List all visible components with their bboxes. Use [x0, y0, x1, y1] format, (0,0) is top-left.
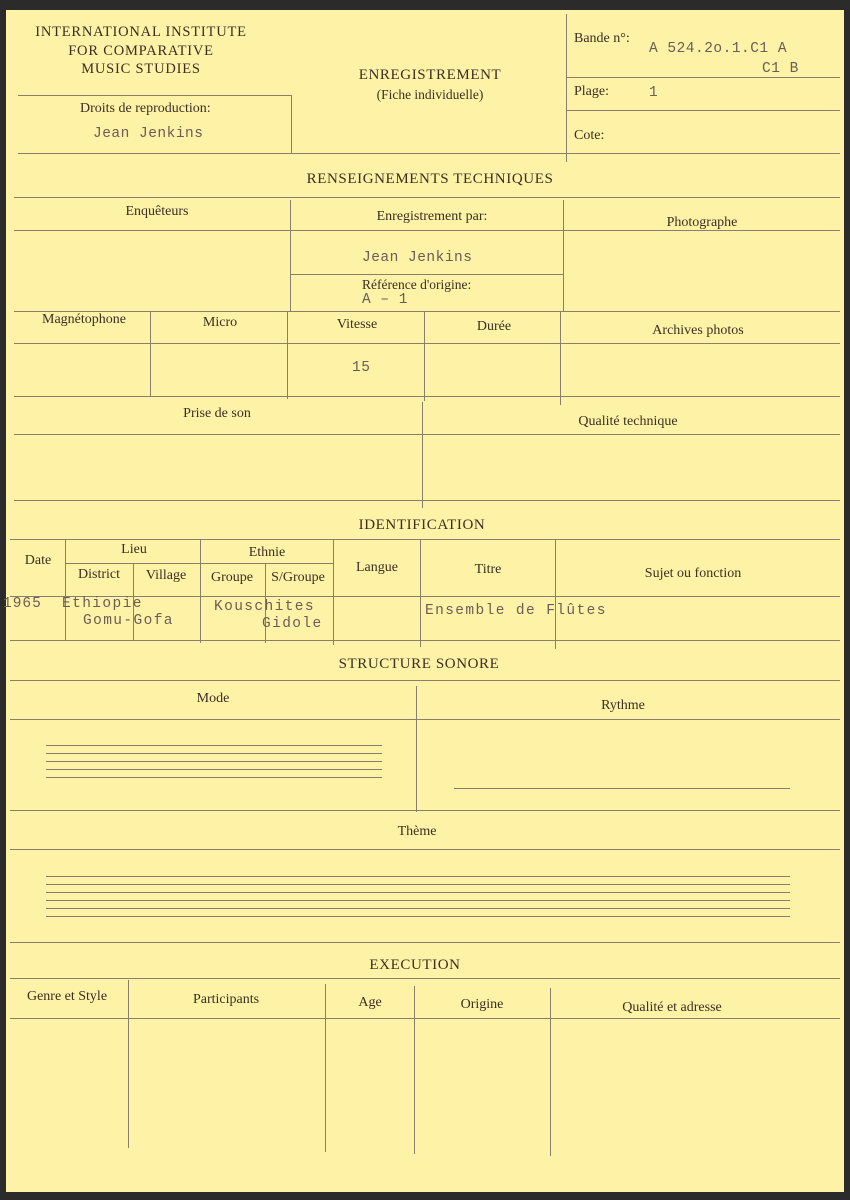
rights-value: Jean Jenkins	[93, 126, 204, 142]
mode-line	[46, 745, 382, 746]
mode-line	[46, 753, 382, 754]
enqueteurs-label: Enquêteurs	[125, 204, 189, 219]
date-value: 1965	[3, 596, 42, 612]
theme-line	[46, 884, 790, 885]
rule	[65, 539, 66, 641]
duree-label: Durée	[476, 319, 512, 334]
institute-line-1: INTERNATIONAL INSTITUTE	[35, 24, 247, 40]
rule	[420, 539, 421, 647]
rule	[10, 978, 840, 979]
sgroupe-label: S/Groupe	[271, 570, 325, 585]
rule	[290, 274, 563, 275]
rule	[566, 110, 840, 111]
sgroupe-value: Gidole	[262, 616, 323, 632]
district-label: District	[78, 567, 120, 582]
rule	[566, 14, 567, 162]
rule	[10, 680, 840, 681]
rule	[14, 343, 840, 344]
rule	[10, 810, 840, 811]
archives-photos-label: Archives photos	[652, 323, 744, 338]
form-subtitle: (Fiche individuelle)	[376, 87, 484, 102]
index-card	[3, 10, 844, 1192]
district-value: Ethiopie	[62, 596, 143, 612]
rule	[18, 153, 840, 154]
rule	[10, 942, 840, 943]
mode-line	[46, 777, 382, 778]
enregistrement-par-value: Jean Jenkins	[362, 250, 473, 266]
execution-section-title: EXECUTION	[369, 957, 461, 973]
rule	[65, 563, 333, 564]
rule	[14, 434, 840, 435]
rule	[566, 77, 840, 78]
theme-line	[46, 916, 790, 917]
rule	[291, 95, 292, 153]
groupe-value: Kouschites	[214, 599, 316, 615]
structure-section-title: STRUCTURE SONORE	[338, 656, 500, 672]
plage-label: Plage:	[574, 84, 609, 99]
rule	[14, 230, 840, 231]
prise-de-son-label: Prise de son	[183, 406, 251, 421]
theme-line	[46, 876, 790, 877]
genre-style-label: Genre et Style	[26, 989, 108, 1004]
groupe-label: Groupe	[211, 570, 253, 585]
cote-label: Cote:	[574, 128, 605, 143]
origine-label: Origine	[460, 997, 504, 1012]
rule	[14, 311, 840, 312]
rule	[333, 539, 334, 645]
reference-label: Référence d'origine:	[362, 277, 472, 292]
village-value: Gomu-Gofa	[83, 613, 174, 629]
rule	[10, 849, 840, 850]
rule	[416, 686, 417, 812]
qualite-technique-label: Qualité technique	[578, 414, 678, 429]
rule	[14, 197, 840, 198]
village-label: Village	[145, 568, 187, 583]
vitesse-value: 15	[352, 360, 371, 376]
rule	[325, 984, 326, 1152]
age-label: Age	[358, 995, 382, 1010]
rule	[550, 988, 551, 1156]
titre-value: Ensemble de Flûtes	[425, 603, 607, 619]
qualite-adresse-label: Qualité et adresse	[622, 1000, 722, 1015]
rule	[10, 719, 840, 720]
rythme-label: Rythme	[601, 698, 645, 713]
date-label: Date	[24, 553, 52, 568]
mode-line	[46, 761, 382, 762]
langue-label: Langue	[356, 560, 398, 575]
ethnie-label: Ethnie	[248, 545, 286, 560]
theme-line	[46, 908, 790, 909]
photographe-label: Photographe	[666, 215, 738, 230]
theme-line	[46, 900, 790, 901]
mode-label: Mode	[196, 691, 230, 706]
rule	[560, 311, 561, 405]
rule	[287, 311, 288, 399]
magnetophone-label: Magnétophone	[42, 312, 126, 327]
rule	[14, 396, 840, 397]
identification-section-title: IDENTIFICATION	[358, 517, 486, 533]
rule	[18, 95, 291, 96]
rule	[422, 402, 423, 508]
vitesse-label: Vitesse	[336, 317, 378, 332]
rule	[10, 539, 840, 540]
theme-label: Thème	[397, 824, 437, 839]
rule	[150, 311, 151, 396]
rule	[414, 986, 415, 1154]
mode-line	[46, 769, 382, 770]
rule	[128, 980, 129, 1148]
rule	[563, 200, 564, 311]
institute-line-3: MUSIC STUDIES	[81, 61, 201, 77]
reference-value: A – 1	[362, 292, 409, 308]
rule	[10, 640, 840, 641]
micro-label: Micro	[202, 315, 238, 330]
form-title: ENREGISTREMENT	[358, 67, 502, 83]
bande-label: Bande n°:	[574, 31, 630, 46]
titre-label: Titre	[474, 562, 502, 577]
enregistrement-par-label: Enregistrement par:	[376, 209, 488, 224]
rule	[200, 539, 201, 643]
rythme-line	[454, 788, 790, 789]
sujet-fonction-label: Sujet ou fonction	[644, 566, 742, 581]
participants-label: Participants	[192, 992, 260, 1007]
rights-label: Droits de reproduction:	[80, 101, 211, 116]
rule	[424, 311, 425, 401]
bande-value-2: C1 B	[762, 61, 799, 77]
rule	[290, 200, 291, 311]
bande-value-1: A 524.2o.1.C1 A	[649, 41, 788, 57]
lieu-label: Lieu	[121, 542, 147, 557]
rule	[555, 539, 556, 649]
theme-line	[46, 892, 790, 893]
rule	[10, 1018, 840, 1019]
institute-line-2: FOR COMPARATIVE	[68, 42, 214, 59]
plage-value: 1	[649, 85, 659, 101]
institute-name	[6, 23, 276, 79]
rule	[14, 500, 840, 501]
technical-section-title: RENSEIGNEMENTS TECHNIQUES	[306, 171, 554, 187]
